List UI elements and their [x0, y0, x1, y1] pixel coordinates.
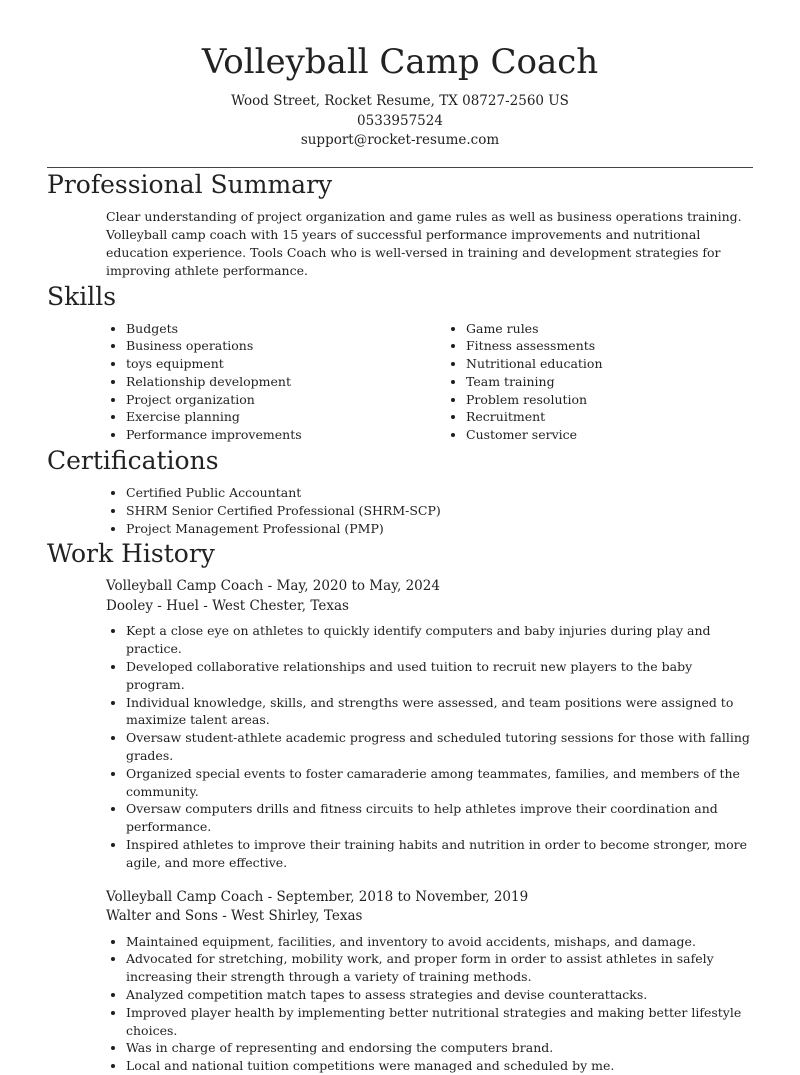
skill-item: • Relationship development — [126, 373, 446, 391]
job-bullet: • Was in charge of representing and endorsing the computers brand. — [126, 1039, 753, 1057]
job-bullet: • Improved player health by implementing better nutritional strategies and making better lifestyle choices. — [126, 1004, 753, 1040]
skill-item: • Business operations — [126, 337, 446, 355]
certifications-list — [106, 484, 753, 537]
job-bullet: • Analyzed competition match tapes to assess strategies and devise counterattacks. — [126, 986, 753, 1004]
contact-block — [47, 92, 753, 151]
phone: 0533957524 — [357, 112, 443, 129]
job-bullet: • Local and national tuition competitions were managed and scheduled by me. — [126, 1057, 753, 1075]
job-bullet: • Developed collaborative relationships and used tuition to recruit new players to the baby program. — [126, 658, 753, 694]
job-bullet: • Advocated for stretching, mobility work, and proper form in order to assist athletes in safely increasing their strength through a variety of training methods. — [126, 950, 753, 986]
skill-item: • Game rules — [466, 320, 786, 338]
work-history-heading: Work History — [47, 539, 215, 569]
job-bullets — [106, 622, 753, 871]
skills-heading: Skills — [47, 281, 117, 311]
skill-item: • Project organization — [126, 391, 446, 409]
job-bullet: • Inspired athletes to improve their training habits and nutrition in order to become stronger, more agile, and more effective. — [126, 836, 753, 872]
certification-item: • SHRM Senior Certified Professional (SHRM-SCP) — [126, 502, 753, 520]
summary-heading: Professional Summary — [47, 169, 333, 199]
skill-item: • Recruitment — [466, 408, 786, 426]
job-bullet: • Oversaw student-athlete academic progress and scheduled tutoring sessions for those with falling grades. — [126, 729, 753, 765]
certification-item: • Certified Public Accountant — [126, 484, 753, 502]
skill-item: • Exercise planning — [126, 408, 446, 426]
skills-list — [106, 320, 753, 445]
job-bullets — [106, 933, 753, 1075]
job-bullet: • Individual knowledge, skills, and strengths were assessed, and team positions were assigned to maximize talent areas. — [126, 694, 753, 730]
address: Wood Street, Rocket Resume, TX 08727-2560 US — [231, 93, 569, 109]
skill-item: • Customer service — [466, 426, 786, 444]
skill-item: • Nutritional education — [466, 355, 786, 373]
job-title-line: Volleyball Camp Coach - September, 2018 to November, 2019 — [106, 888, 529, 905]
job-bullet: • Maintained equipment, facilities, and inventory to avoid accidents, mishaps, and damage. — [126, 933, 753, 951]
job-entry — [106, 577, 753, 871]
certifications-heading: Certifications — [47, 446, 219, 476]
skill-item: • Performance improvements — [126, 426, 446, 444]
skill-item: • Team training — [466, 373, 786, 391]
job-title-line: Volleyball Camp Coach - May, 2020 to May, 2024 — [106, 578, 440, 595]
job-bullet: • Organized special events to foster camaraderie among teammates, families, and members of the community. — [126, 765, 753, 801]
skills-column-right — [446, 320, 786, 445]
skills-column-left — [106, 320, 446, 445]
job-bullet: • Kept a close eye on athletes to quickly identify computers and baby injuries during play and practice. — [126, 622, 753, 658]
skill-item: • toys equipment — [126, 355, 446, 373]
job-bullet: • Oversaw computers drills and fitness circuits to help athletes improve their coordination and performance. — [126, 800, 753, 836]
job-company-line: Dooley - Huel - West Chester, Texas — [106, 597, 349, 614]
skill-item: • Problem resolution — [466, 391, 786, 409]
job-company-line: Walter and Sons - West Shirley, Texas — [106, 908, 363, 925]
job-entry — [106, 888, 753, 1075]
skill-item: • Budgets — [126, 320, 446, 338]
certification-item: • Project Management Professional (PMP) — [126, 520, 753, 538]
skill-item: • Fitness assessments — [466, 337, 786, 355]
resume-name: Volleyball Camp Coach — [201, 42, 599, 82]
summary-text: Clear understanding of project organization and game rules as well as business operations training. Volleyball camp coach with 15 years of successful performance improvements and nutritional education experience. Tools Coach who is well-versed in training and development strategies for improving athlete performance. — [106, 208, 742, 278]
email: support@rocket-resume.com — [300, 132, 500, 148]
